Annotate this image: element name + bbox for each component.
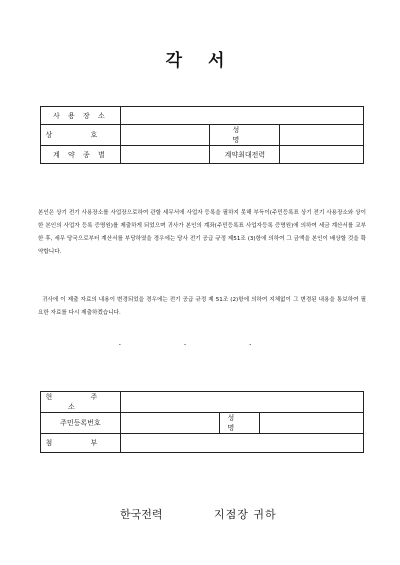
usage-location-label: 사 용 장 소	[41, 107, 121, 125]
contract-type-label: 계 약 종 별	[41, 146, 121, 164]
company-name-label: 상 호	[41, 125, 121, 146]
pledge-paragraph-2: 귀사에 이 제출 자료의 내용이 변경되었을 경우에는 전기 공급 규정 제 51조 (2)항에 의하여 지체없이 그 변경된 내용을 통보하여 필요한 자료를 다시 제출하겠습니다.	[38, 297, 366, 316]
max-contract-power-label: 계약최대전력	[210, 146, 280, 164]
usage-location-field[interactable]	[120, 107, 363, 125]
table-row	[41, 146, 364, 164]
applicant-info-table	[40, 106, 364, 164]
company-name-field[interactable]	[120, 125, 210, 146]
person-name-label: 성 명	[210, 125, 280, 146]
organization-name: 한국전력	[120, 508, 163, 521]
person-name-field[interactable]	[280, 125, 364, 146]
date-placeholder-dots: . . .	[118, 338, 282, 347]
attachment-field[interactable]	[120, 434, 363, 453]
pledge-paragraph-1: 본인은 상기 전기 사용장소를 사업장으로하여 관할 세무서에 사업자 등록을 필하지 못해 부득이(주민등록표 상기 전기 사용장소와 상이한 본인의 사업자 등록 증명원)를 제출하게 되었으며 귀사가 본인의 계좌(주민등록표 사업자등록 증명원)에 의하여 세금 계산서를 교부한 후, 세무 당국으로부터 계산서를 부당하였을 경우에는 당사 전기 공급 규정 제51조 (3)항에 의하여 그 금액을 본인이 배상할 것을 확약합니다.	[38, 210, 366, 255]
address-field[interactable]	[120, 392, 363, 413]
table-row	[41, 125, 364, 146]
attachment-label: 첨 부	[41, 434, 121, 453]
max-contract-power-field[interactable]	[280, 146, 364, 164]
address-label: 현 주 소	[41, 392, 121, 413]
table-row	[41, 107, 364, 125]
document-title: 각 서	[165, 51, 235, 71]
resident-number-label: 주민등록번호	[41, 413, 121, 434]
signer-name-label: 성 명	[220, 413, 260, 434]
signer-info-table	[40, 391, 364, 453]
addressee-title: 지점장 귀하	[214, 508, 277, 521]
table-row	[41, 434, 364, 453]
resident-number-field[interactable]	[120, 413, 220, 434]
signer-name-field[interactable]	[260, 413, 364, 434]
contract-type-field[interactable]	[120, 146, 210, 164]
table-row	[41, 413, 364, 434]
table-row	[41, 392, 364, 413]
